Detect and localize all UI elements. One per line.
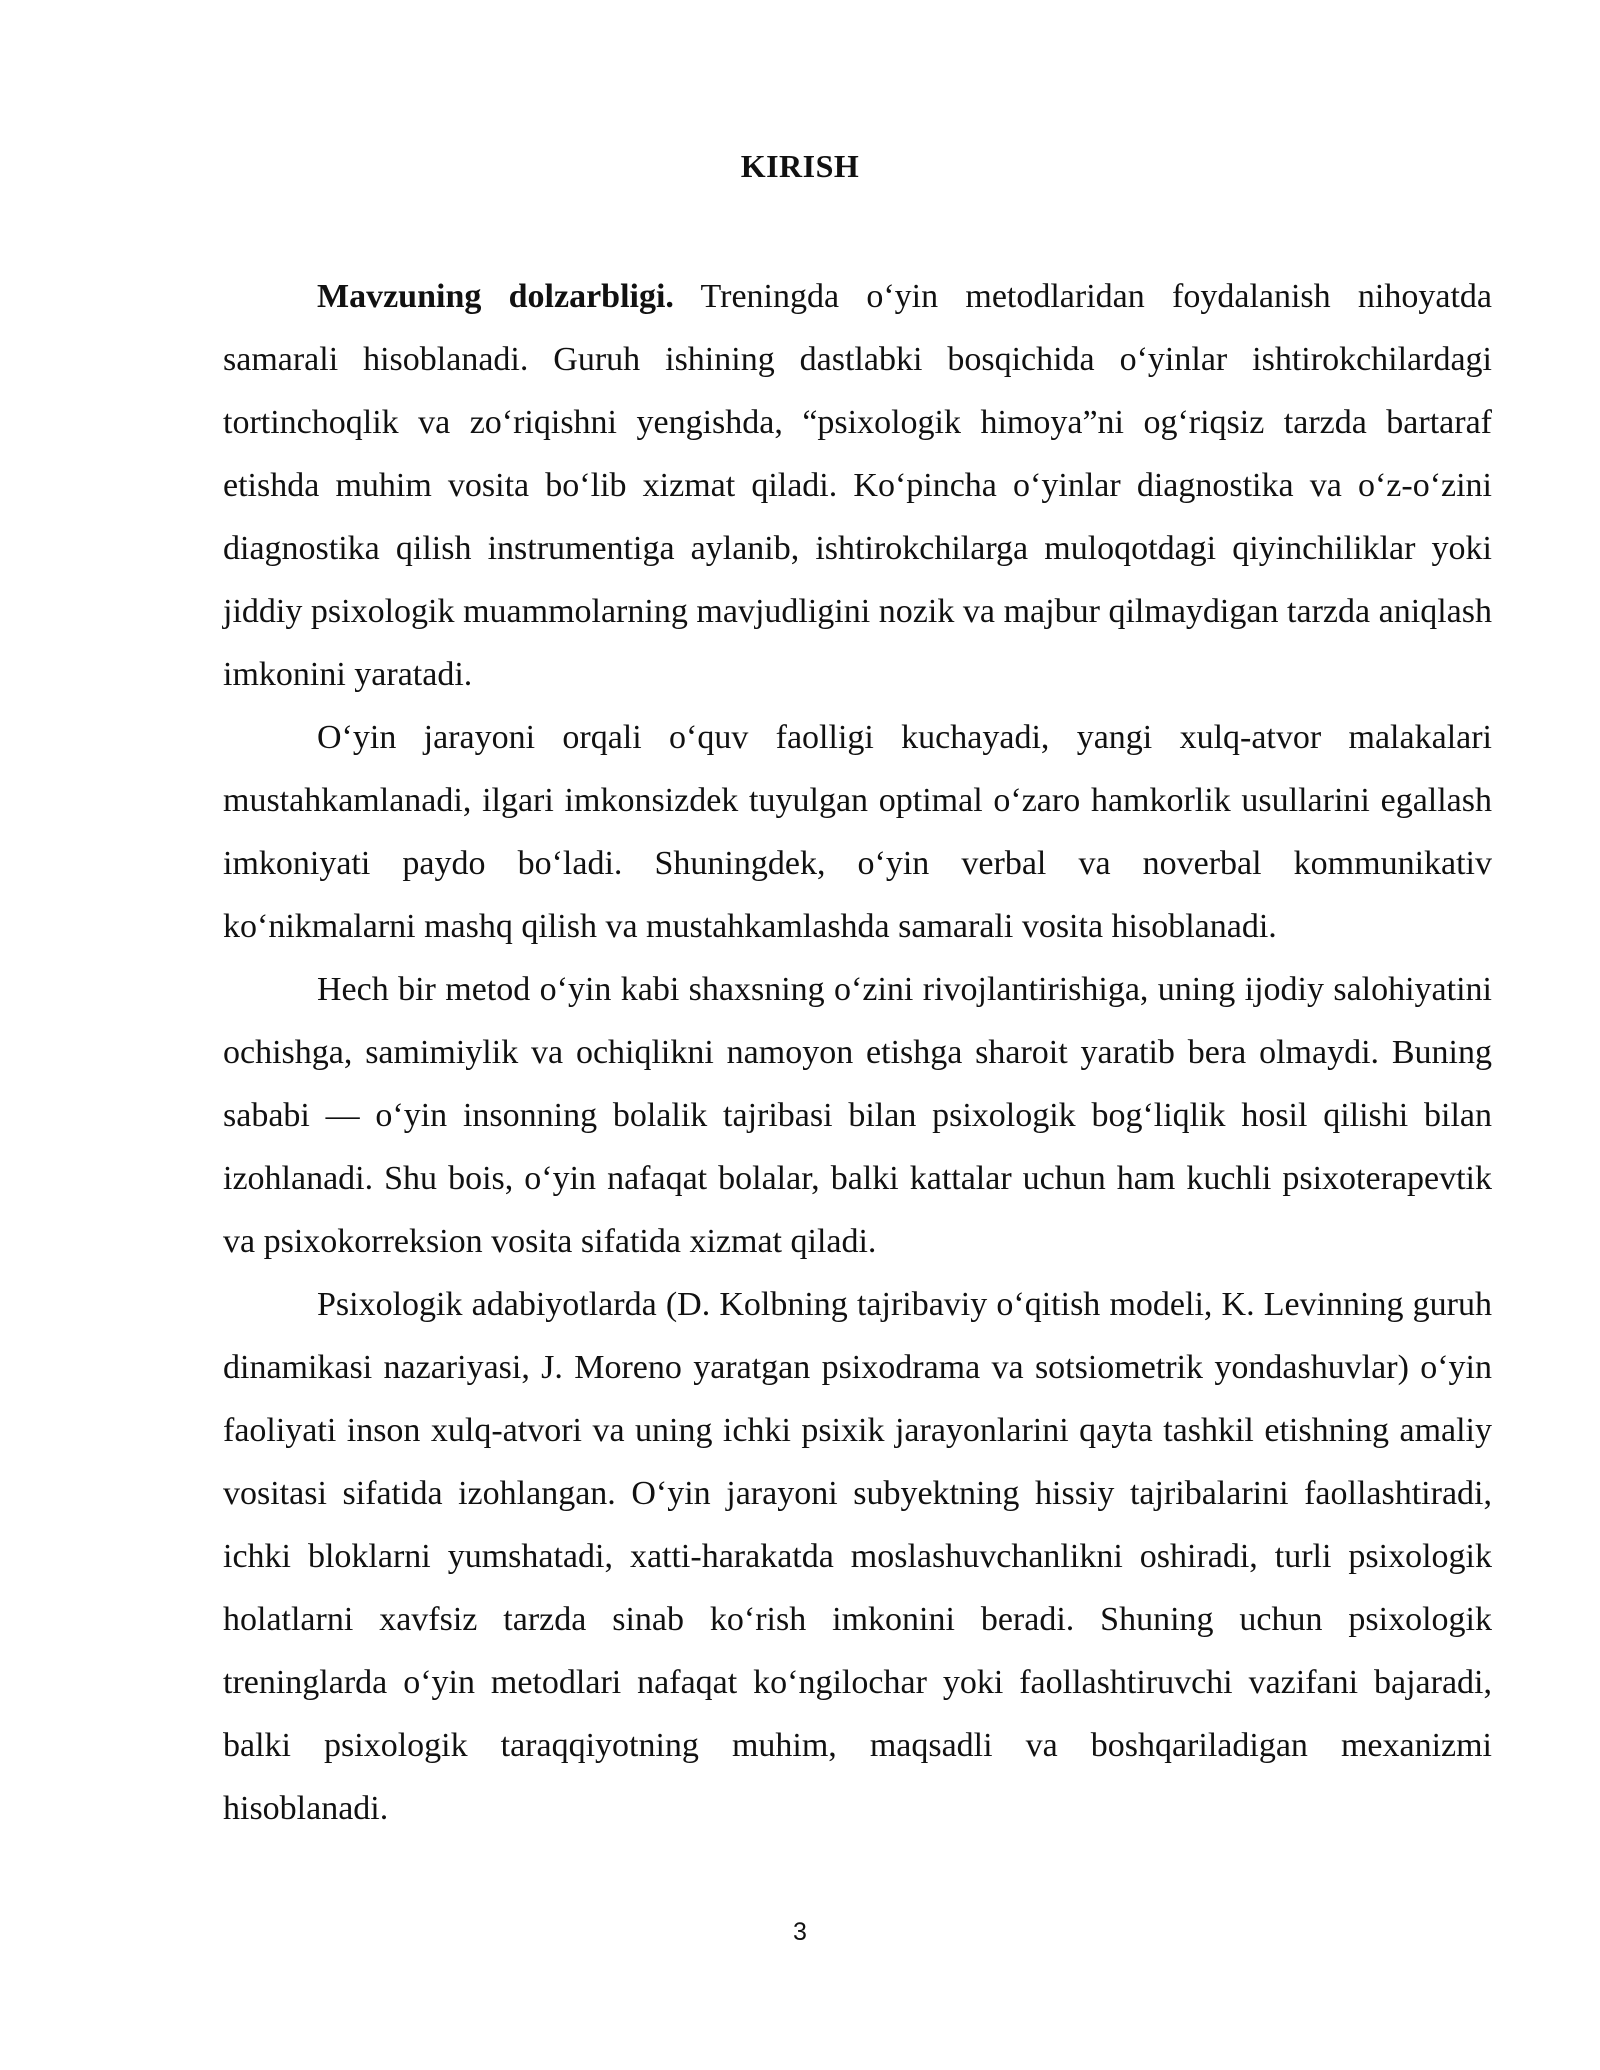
page-title: KIRISH	[740, 148, 860, 184]
paragraph-game-process: O‘yin jarayoni orqali o‘quv faolligi kuchayadi, yangi xulq-atvor malakalari mustahkamlanadi, ilgari imkonsizdek tuyulgan optimal o‘zaro hamkorlik usullarini egallash imkoniyati paydo bo‘ladi. Shuningdek, o‘yin verbal va noverbal kommunikativ ko‘nikmalarni mashq qilish va mustahkamlashda samarali vosita hisoblanadi.	[223, 719, 1492, 945]
paragraph-relevance	[223, 265, 1492, 706]
body-text	[223, 265, 1492, 1840]
paragraph-text: Treningda o‘yin metodlaridan foydalanish nihoyatda samarali hisoblanadi. Guruh ishining dastlabki bosqichida o‘yinlar ishtirokchilardagi tortinchoqlik va zo‘riqishni yengishda, “psixologik himoya”ni og‘riqsiz tarzda bartaraf etishda muhim vosita bo‘lib xizmat qiladi. Ko‘pincha o‘yinlar diagnostika va o‘z-o‘zini diagnostika qilish instrumentiga aylanib, ishtirokchilarga muloqotdagi qiyinchiliklar yoki jiddiy psixologik muammolarning mavjudligini nozik va majbur qilmaydigan tarzda aniqlash imkonini yaratadi.	[223, 278, 1492, 693]
paragraph-self-development: Hech bir metod o‘yin kabi shaxsning o‘zini rivojlantirishiga, uning ijodiy salohiyatini ochishga, samimiylik va ochiqlikni namoyon etishga sharoit yaratib bera olmaydi. Buning sababi — o‘yin insonning bolalik tajribasi bilan psixologik bog‘liqlik hosil qilishi bilan izohlanadi. Shu bois, o‘yin nafaqat bolalar, balki kattalar uchun ham kuchli psixoterapevtik va psixokorreksion vosita sifatida xizmat qiladi.	[223, 971, 1492, 1260]
paragraph-lead-heading: Mavzuning dolzarbligi.	[317, 278, 674, 315]
paragraph-literature: Psixologik adabiyotlarda (D. Kolbning tajribaviy o‘qitish modeli, K. Levinning guruh dinamikasi nazariyasi, J. Moreno yaratgan psixodrama va sotsiometrik yondashuvlar) o‘yin faoliyati inson xulq-atvori va uning ichki psixik jarayonlarini qayta tashkil etishning amaliy vositasi sifatida izohlangan. O‘yin jarayoni subyektning hissiy tajribalarini faollashtiradi, ichki bloklarni yumshatadi, xatti-harakatda moslashuvchanlikni oshiradi, turli psixologik holatlarni xavfsiz tarzda sinab ko‘rish imkonini beradi. Shuning uchun psixologik treninglarda o‘yin metodlari nafaqat ko‘ngilochar yoki faollashtiruvchi vazifani bajaradi, balki psixologik taraqqiyotning muhim, maqsadli va boshqariladigan mexanizmi hisoblanadi.	[223, 1286, 1492, 1827]
page-number: 3	[793, 1918, 807, 1946]
